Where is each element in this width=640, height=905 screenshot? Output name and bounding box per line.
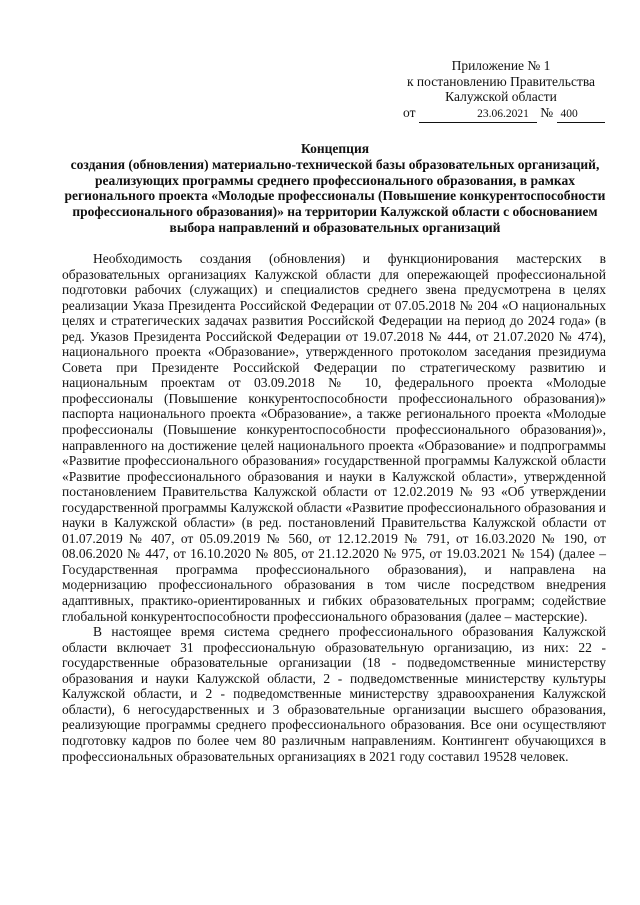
number-label: № (540, 105, 554, 120)
title-subtitle: создания (обновления) материально-технической базы образовательных организаций, реализующих программы среднего профессионального образования, в рамках регионального проекта «Молодые профессионалы (Повышение конкурентоспособности профессионального образования)» на территории Калужской области с обоснованием выбора направлений и образовательных организаций (64, 156, 606, 235)
resolution-number: 400 (557, 106, 605, 123)
date-number-line (403, 105, 605, 123)
document-title (60, 141, 610, 236)
body-paragraph-1: Необходимость создания (обновления) и функционирования мастерских в образовательных организациях Калужской области для опережающей профессиональной подготовки рабочих (служащих) и специалистов среднего звена предусмотрена в целях реализации Указа Президента Российской Федерации от 07.05.2018 № 204 «О национальных целях и стратегических задачах развития Российской Федерации на период до 2024 года» (в ред. Указов Президента Российской Федерации от 19.07.2018 № 444, от 21.07.2020 № 474), национального проекта «Образование», утвержденного протоколом заседания президиума Совета при Президенте Российской Федерации по стратегическому развитию и национальным проектам от 03.09.2018 № 10, федерального проекта «Молодые профессионалы (Повышение конкурентоспособности профессионального образования)» паспорта национального проекта «Образование», а также регионального проекта «Молодые профессионалы (Повышение конкурентоспособности профессионального образования)», направленного на достижение целей национального проекта «Образование» и подпрограммы «Развитие профессионального образования» государственной программы Калужской области «Развитие профессионального образования и науки в Калужской области», утвержденной постановлением Правительства Калужской области от 12.02.2019 № 93 «Об утверждении государственной программы Калужской области «Развитие профессионального образования и науки в Калужской области» (в ред. постановлений Правительства Калужской области от 01.07.2019 № 407, от 05.09.2019 № 560, от 12.12.2019 № 791, от 16.03.2020 № 190, от 08.06.2020 № 447, от 16.10.2020 № 805, от 21.12.2020 № 975, от 19.03.2021 № 154) (далее – Государственная программа профессионального образования), и направлена на модернизацию профессионального образования в том числе посредством внедрения адаптивных, практико-ориентированных и гибких образовательных программ; содействие глобальной конкурентоспособности профессионального образования (далее – мастерские). (62, 251, 606, 624)
appendix-resolution: к постановлению Правительства (406, 73, 596, 89)
appendix-title: Приложение № 1 (451, 58, 551, 73)
body-paragraph-2: В настоящее время система среднего профессионального образования Калужской области включает 31 профессиональную образовательную организацию, из них: 22 - государственные образовательные организации (18 - подведомственные министерству образования и науки Калужской области, 2 - подведомственные министерству культуры Калужской области, и 2 - подведомственные министерству здравоохранения Калужской области), 6 негосударственных и 3 образовательные организации высшего образования, реализующие программы среднего профессионального образования. Все они осуществляют подготовку кадров по более чем 80 различным направлениям. Контингент обучающихся в профессиональных образовательных организациях в 2021 году составил 19528 человек. (62, 624, 606, 764)
appendix-block (396, 58, 606, 105)
document-body (62, 251, 606, 764)
title-heading: Концепция (300, 141, 370, 156)
appendix-region: Калужской области (445, 89, 557, 104)
resolution-date: 23.06.2021 (419, 106, 537, 123)
from-label: от (403, 105, 416, 120)
